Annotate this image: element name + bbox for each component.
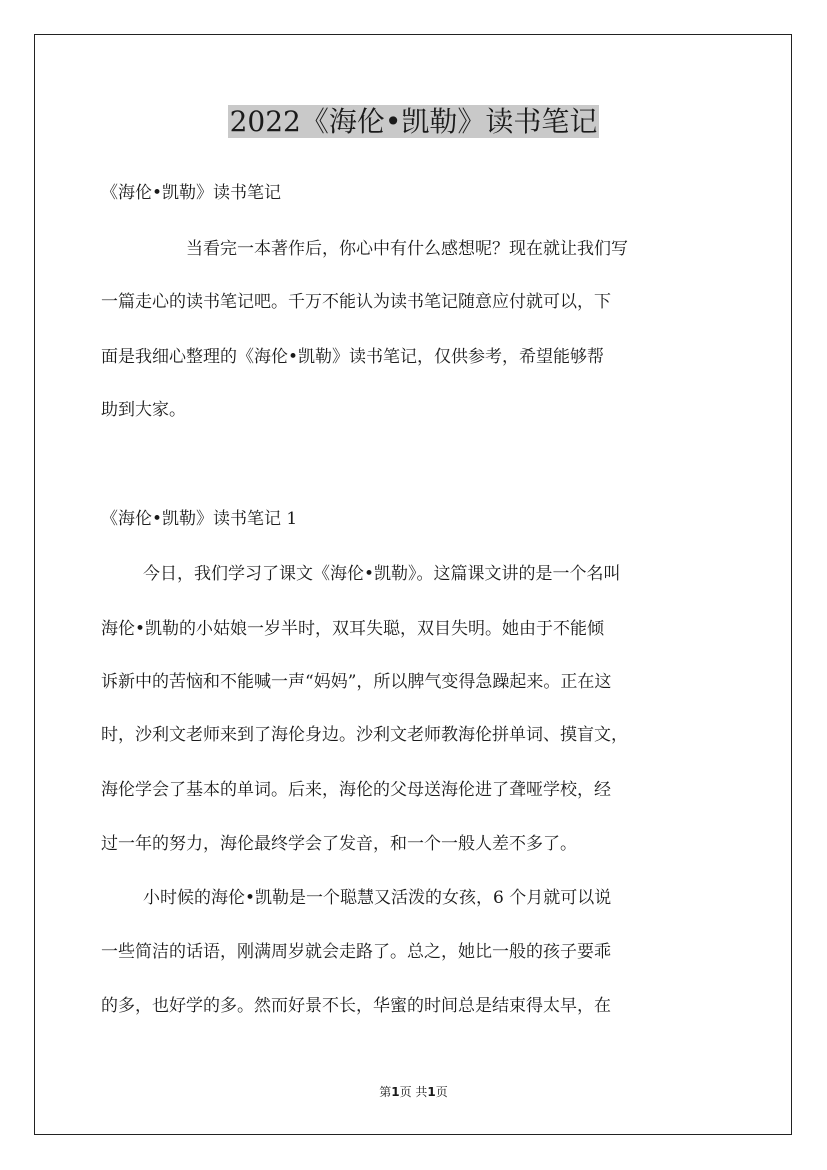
footer-mid: 页 共 [399, 1085, 428, 1099]
intro-heading: 《海伦•凯勒》读书笔记 [101, 183, 282, 203]
intro-line-3: 面是我细心整理的《海伦•凯勒》读书笔记，仅供参考，希望能够帮 [101, 347, 605, 367]
section1-line-4: 时，沙利文老师来到了海伦身边。沙利文老师教海伦拼单词、摸盲文， [101, 725, 628, 745]
document-title [0, 100, 827, 144]
document-title-text: 2022《海伦•凯勒》读书笔记 [229, 105, 598, 138]
footer-suffix: 页 [435, 1085, 448, 1099]
section1-line-1: 今日，我们学习了课文《海伦•凯勒》。这篇课文讲的是一个名叫 [143, 564, 621, 584]
section1-line-2: 海伦•凯勒的小姑娘一岁半时，双耳失聪，双目失明。她由于不能倾 [101, 619, 605, 639]
section1-line-6: 过一年的努力，海伦最终学会了发音，和一个一般人差不多了。 [101, 834, 577, 854]
intro-line-1: 当看完一本著作后，你心中有什么感想呢？现在就让我们写 [186, 239, 628, 259]
section1-line-5: 海伦学会了基本的单词。后来，海伦的父母送海伦进了聋哑学校，经 [101, 780, 611, 800]
page-footer [0, 1083, 827, 1101]
section1-line-7: 小时候的海伦•凯勒是一个聪慧又活泼的女孩，6 个月就可以说 [143, 888, 612, 908]
footer-page-total: 1 [427, 1085, 436, 1099]
section1-line-8: 一些简洁的话语，刚满周岁就会走路了。总之，她比一般的孩子要乖 [101, 942, 611, 962]
footer-page-number: 1 [391, 1085, 400, 1099]
section1-line-9: 的多，也好学的多。然而好景不长，华蜜的时间总是结束得太早，在 [101, 996, 611, 1016]
footer-prefix: 第 [379, 1085, 392, 1099]
intro-line-4: 助到大家。 [101, 400, 186, 420]
section1-heading: 《海伦•凯勒》读书笔记 1 [101, 509, 298, 529]
intro-line-2: 一篇走心的读书笔记吧。千万不能认为读书笔记随意应付就可以，下 [101, 292, 611, 312]
section1-line-3: 诉新中的苦恼和不能喊一声“妈妈”，所以脾气变得急躁起来。正在这 [101, 672, 612, 692]
